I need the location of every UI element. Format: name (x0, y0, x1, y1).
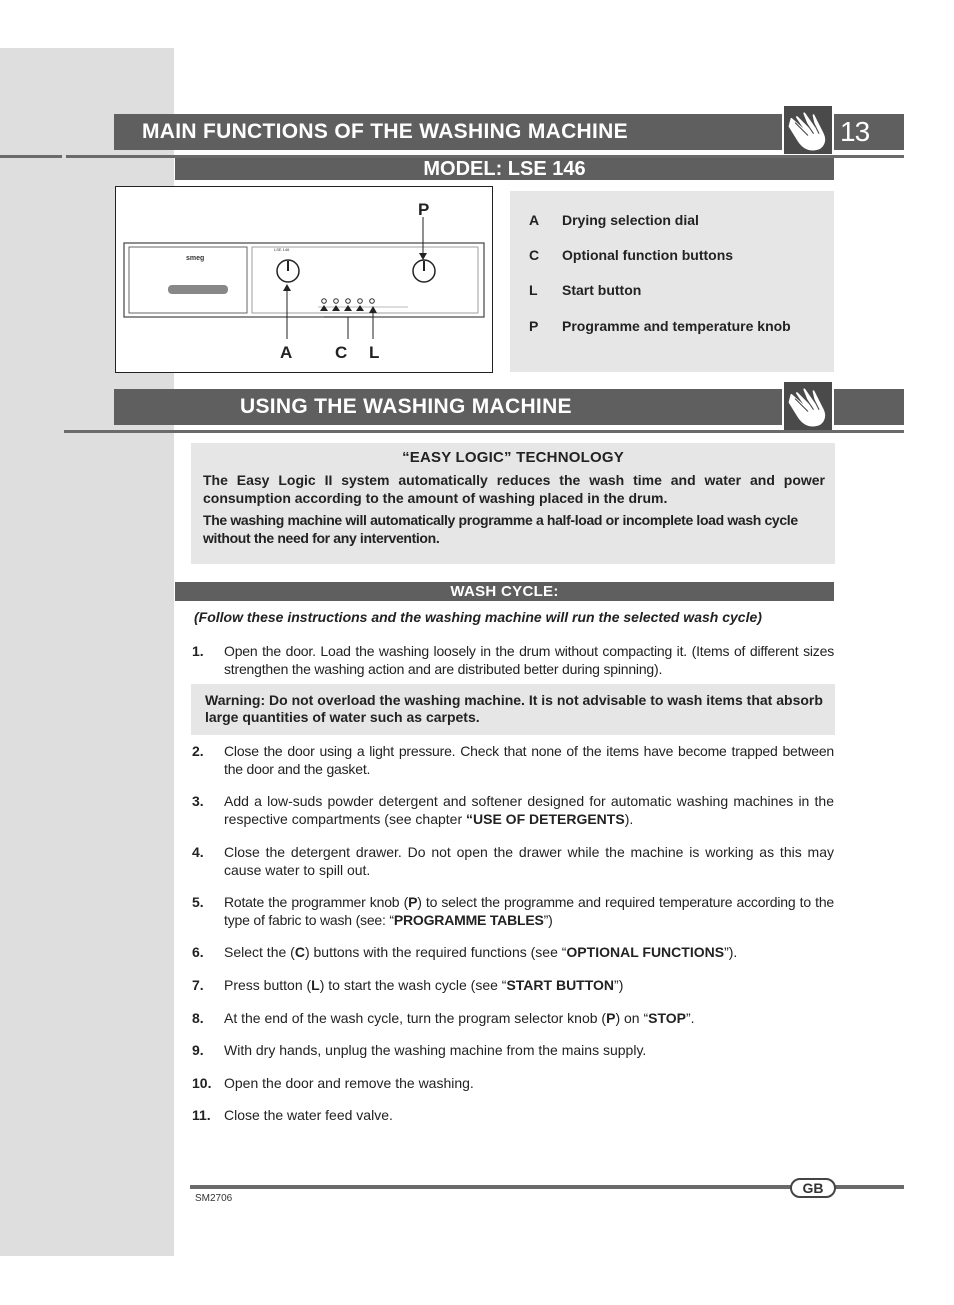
step-item (192, 792, 834, 828)
step-text: Rotate the programmer knob (P) to select the programme and required temperature according to the type of fabric to wash (see: “PROGRAMME TABLES”) (224, 894, 834, 928)
step-number: 1. (192, 643, 204, 659)
model-bar (175, 158, 834, 180)
step-item (192, 1041, 834, 1059)
label-l: L (369, 343, 380, 362)
step-item (192, 1009, 834, 1027)
step-number: 8. (192, 1010, 204, 1026)
step-number: 2. (192, 743, 204, 759)
step-number: 7. (192, 977, 204, 993)
step-item (192, 893, 834, 929)
document-code: SM2706 (195, 1193, 233, 1204)
page-number: 13 (840, 116, 870, 147)
section-title: USING THE WASHING MACHINE (240, 395, 572, 418)
step-number: 6. (192, 944, 204, 960)
legend-text: Drying selection dial (562, 212, 699, 228)
hand-icon (782, 104, 834, 156)
step-text: Select the (C) buttons with the required functions (see “OPTIONAL FUNCTIONS”). (224, 944, 738, 960)
language-badge (790, 1178, 836, 1198)
section-title-bar (114, 389, 782, 425)
model-title: MODEL: LSE 146 (423, 158, 586, 180)
legend-text: Start button (562, 282, 642, 298)
step-item (192, 742, 834, 778)
step-number: 3. (192, 793, 204, 809)
label-c: C (335, 343, 348, 362)
legend-text: Optional function buttons (562, 247, 734, 263)
step-text: With dry hands, unplug the washing machine from the mains supply. (224, 1042, 647, 1058)
main-title: MAIN FUNCTIONS OF THE WASHING MACHINE (142, 120, 628, 143)
step-item (192, 1106, 834, 1124)
control-panel-drawing (116, 187, 491, 371)
brand-logo: smeg (186, 255, 205, 262)
step-text: Close the water feed valve. (224, 1107, 393, 1123)
language-code: GB (802, 1180, 824, 1196)
step-text: Add a low-suds powder detergent and softener designed for automatic washing machines in the respective compartments (see chapter “USE OF DETERGENTS). (224, 793, 834, 827)
step-text: Open the door and remove the washing. (224, 1075, 474, 1091)
hand-icon (782, 380, 834, 432)
step-text: Press button (L) to start the wash cycle (see “START BUTTON”) (224, 977, 624, 993)
step-number: 10. (192, 1075, 212, 1091)
legend-key: C (529, 247, 540, 263)
step-item (192, 1074, 834, 1092)
legend-key: A (529, 212, 540, 228)
step-text: Close the detergent drawer. Do not open the drawer while the machine is working as this may cause water to spill out. (224, 844, 834, 878)
step-text: At the end of the wash cycle, turn the program selector knob (P) on “STOP”. (224, 1010, 695, 1026)
section-title-bar-end (834, 389, 904, 425)
wash-cycle-intro: (Follow these instructions and the washing machine will run the selected wash cycle) (194, 609, 762, 625)
step-number: 9. (192, 1042, 204, 1058)
step-item (192, 843, 834, 879)
legend-panel (510, 191, 834, 372)
step-number: 4. (192, 844, 204, 860)
step-item (192, 943, 834, 961)
page-number-box (834, 114, 904, 150)
section-rule (64, 430, 904, 433)
label-a: A (280, 343, 293, 362)
legend-key: P (529, 318, 539, 334)
step-item (192, 976, 834, 994)
easy-logic-panel (191, 443, 835, 564)
step-number: 5. (192, 894, 204, 910)
header-rule-left (0, 155, 62, 158)
warning-box (191, 684, 835, 735)
legend-key: L (529, 282, 538, 298)
wash-cycle-title: WASH CYCLE: (450, 583, 559, 600)
warning-text: Warning: Do not overload the washing machine. It is not advisable to wash items that absorb large quantities of water such as carpets. (205, 692, 823, 725)
legend-text: Programme and temperature knob (562, 318, 791, 334)
easy-logic-paragraph: The washing machine will automatically programme a half-load or incomplete load wash cycle without the need for any intervention. (203, 512, 798, 546)
svg-text:LSE 146: LSE 146 (274, 247, 290, 252)
label-p: P (418, 200, 430, 219)
easy-logic-title: “EASY LOGIC” TECHNOLOGY (402, 449, 624, 466)
main-title-bar (114, 114, 782, 150)
step-text: Open the door. Load the washing loosely in the drum without compacting it. (Items of different sizes strengthen the washing action and are distributed better during spinning). (224, 643, 834, 677)
easy-logic-paragraph: The Easy Logic II system automatically reduces the wash time and water and power consumption according to the amount of washing placed in the drum. (203, 472, 825, 506)
wash-cycle-bar (175, 582, 834, 601)
control-panel-diagram (115, 186, 493, 373)
step-text: Close the door using a light pressure. Check that none of the items have become trapped between the door and the gasket. (224, 743, 834, 777)
step-item (192, 642, 834, 678)
step-number: 11. (192, 1107, 211, 1123)
